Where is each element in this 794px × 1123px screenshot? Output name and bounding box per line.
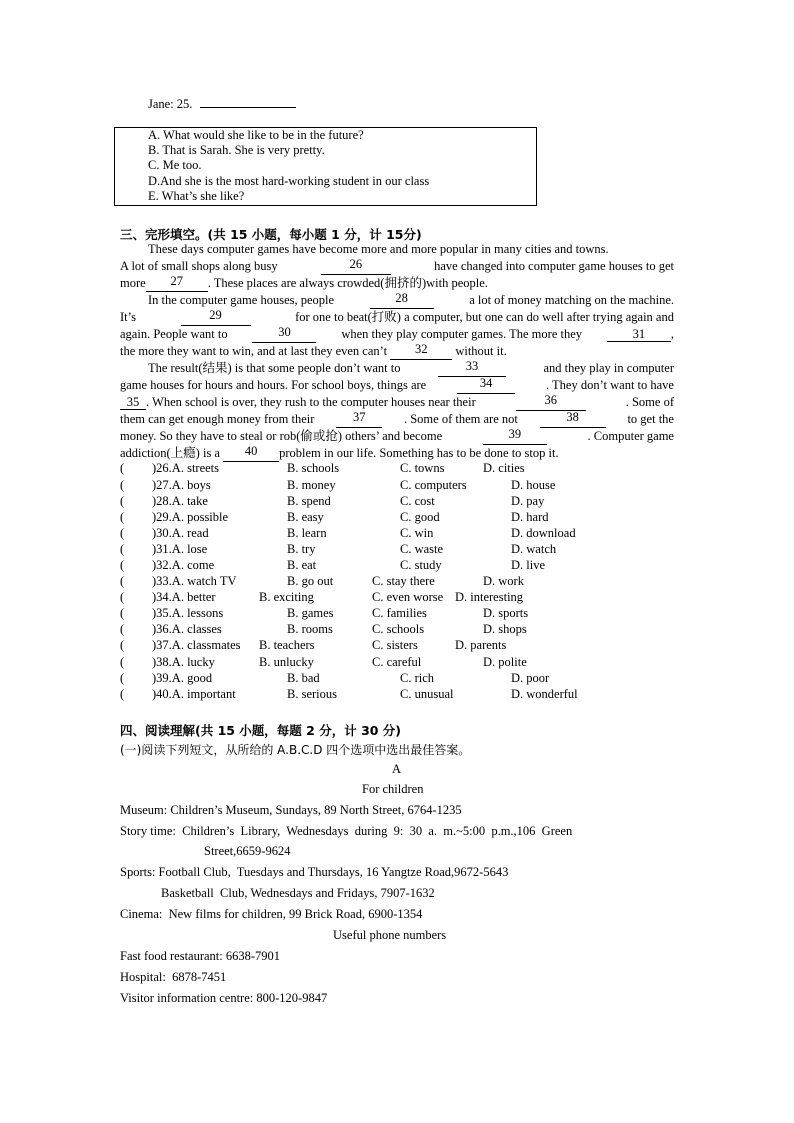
option-d[interactable]: D. watch (511, 542, 557, 556)
option-c[interactable]: C. stay there (372, 574, 435, 588)
passage-line: the more they want to win, and at last they even can’t 32 without it. (120, 342, 507, 358)
box-option-c: C. Me too. (148, 158, 202, 172)
option-c[interactable]: C. rich (400, 671, 435, 685)
question-paren[interactable]: ( (120, 542, 125, 556)
question-text: )39.A. good (152, 671, 213, 685)
option-c[interactable]: C. even worse (372, 590, 444, 604)
passage-line: These days computer games have become more and more popular in many cities and towns. (148, 242, 609, 256)
useful-numbers-title: Useful phone numbers (333, 928, 447, 942)
question-paren[interactable]: ( (120, 638, 125, 652)
blank-32[interactable]: 32 (390, 343, 452, 360)
question-paren[interactable]: ( (120, 478, 125, 492)
blank-38[interactable]: 38 (540, 411, 606, 428)
option-b[interactable]: B. easy (287, 510, 324, 524)
blank-26[interactable]: 26 (321, 258, 391, 275)
info-sports-basketball: Basketball Club, Wednesdays and Fridays, 7907-1632 (161, 886, 435, 900)
option-b[interactable]: B. games (287, 606, 334, 620)
blank-36[interactable]: 36 (516, 394, 586, 411)
option-b[interactable]: B. money (287, 478, 336, 492)
question-text: )26.A. streets (152, 461, 220, 475)
blank-27[interactable]: 27 (146, 275, 208, 292)
option-d[interactable]: D. interesting (455, 590, 524, 604)
info-fast-food: Fast food restaurant: 6638-7901 (120, 949, 281, 963)
option-c[interactable]: C. schools (372, 622, 425, 636)
question-text: )29.A. possible (152, 510, 229, 524)
option-c[interactable]: C. towns (400, 461, 445, 475)
option-b[interactable]: B. unlucky (259, 655, 314, 669)
info-visitor-centre: Visitor information centre: 800-120-9847 (120, 991, 328, 1005)
question-text: )32.A. come (152, 558, 215, 572)
question-text: )28.A. take (152, 494, 208, 508)
blank-39[interactable]: 39 (483, 428, 547, 445)
option-d[interactable]: D. poor (511, 671, 550, 685)
box-option-b: B. That is Sarah. She is very pretty. (148, 143, 325, 157)
option-c[interactable]: C. waste (400, 542, 444, 556)
blank-33[interactable]: 33 (438, 360, 506, 377)
question-paren[interactable]: ( (120, 671, 125, 685)
option-c[interactable]: C. study (400, 558, 442, 572)
question-paren[interactable]: ( (120, 510, 125, 524)
option-d[interactable]: D. download (511, 526, 576, 540)
question-paren[interactable]: ( (120, 655, 125, 669)
question-text: )35.A. lessons (152, 606, 224, 620)
passage-line: more 27 . These places are always crowded(拥挤的)with people. (120, 274, 488, 290)
option-b[interactable]: B. schools (287, 461, 340, 475)
option-b[interactable]: B. try (287, 542, 316, 556)
section4-heading: 四、阅读理解(共 15 小题，每题 2 分，计 30 分) (120, 723, 402, 738)
option-d[interactable]: D. shops (483, 622, 527, 636)
info-hospital: Hospital: 6878-7451 (120, 970, 227, 984)
section3-heading: 三、完形填空。(共 15 小题，每小题 1 分，计 15分) (120, 227, 422, 242)
question-paren[interactable]: ( (120, 590, 125, 604)
option-d[interactable]: D. sports (483, 606, 529, 620)
option-b[interactable]: B. spend (287, 494, 331, 508)
blank-28[interactable]: 28 (370, 292, 434, 309)
question-paren[interactable]: ( (120, 687, 125, 701)
dialogue-options-box (114, 127, 537, 206)
option-b[interactable]: B. rooms (287, 622, 333, 636)
option-d[interactable]: D. house (511, 478, 556, 492)
question-paren[interactable]: ( (120, 461, 125, 475)
option-d[interactable]: D. live (511, 558, 546, 572)
blank-37[interactable]: 37 (336, 411, 382, 428)
passage-line: A lot of small shops along busy 26 have changed into computer game houses to get (120, 257, 674, 273)
info-cinema: Cinema: New films for children, 99 Brick Road, 6900-1354 (120, 907, 423, 921)
passage-line: game houses for hours and hours. For school boys, things are 34 . They don’t want to have (120, 376, 674, 392)
cloze-passage (120, 241, 674, 462)
blank-30[interactable]: 30 (252, 326, 316, 343)
info-museum: Museum: Children’s Museum, Sundays, 89 North Street, 6764-1235 (120, 803, 462, 817)
option-d[interactable]: D. cities (483, 461, 525, 475)
info-sports-football: Sports: Football Club, Tuesdays and Thursdays, 16 Yangtze Road,9672-5643 (120, 865, 509, 879)
passage-line: In the computer game houses, people 28 a lot of money matching on the machine. (148, 291, 674, 307)
passage-label-a: A (392, 762, 402, 776)
blank-35[interactable]: 35 (120, 396, 146, 410)
box-option-a: A. What would she like to be in the future? (148, 128, 364, 142)
box-option-e: E. What’s she like? (148, 189, 245, 203)
option-c[interactable]: C. unusual (400, 687, 454, 701)
option-d[interactable]: D. hard (511, 510, 549, 524)
question-paren[interactable]: ( (120, 622, 125, 636)
blank-31[interactable]: 31 (607, 328, 671, 342)
question-paren[interactable]: ( (120, 574, 125, 588)
question-text: )37.A. classmates (152, 638, 241, 652)
question-paren[interactable]: ( (120, 606, 125, 620)
info-story-time-cont: Street,6659-9624 (204, 844, 291, 858)
question-paren[interactable]: ( (120, 558, 125, 572)
question-text: )33.A. watch TV (152, 574, 237, 588)
question-text: )34.A. better (152, 590, 216, 604)
option-b[interactable]: B. serious (287, 687, 337, 701)
section4-instruction: (一)阅读下列短文，从所给的 A.B.C.D 四个选项中选出最佳答案。 (120, 743, 471, 757)
question-text: )36.A. classes (152, 622, 222, 636)
blank-34[interactable]: 34 (457, 377, 515, 394)
dialogue-speaker: Jane: 25. (148, 97, 193, 111)
passage-line: 35 . When school is over, they rush to the computer houses near their 36 . Some of (120, 394, 674, 411)
question-text: )31.A. lose (152, 542, 208, 556)
option-d[interactable]: D. work (483, 574, 524, 588)
passage-line: them can get enough money from their 37 . Some of them are not 38 to get the (120, 410, 674, 426)
option-c[interactable]: C. computers (400, 478, 467, 492)
option-c[interactable]: C. cost (400, 494, 435, 508)
blank-29[interactable]: 29 (181, 309, 251, 326)
passage-line: addiction(上瘾) is a 40 problem in our life. Something has to be done to stop it. (120, 444, 559, 460)
option-d[interactable]: D. parents (455, 638, 507, 652)
option-c[interactable]: C. careful (372, 655, 422, 669)
option-b[interactable]: B. exciting (259, 590, 314, 604)
passage-line: It’s 29 for one to beat(打败) a computer, but one can do well after trying again and (120, 308, 674, 324)
option-b[interactable]: B. teachers (259, 638, 315, 652)
question-text: )30.A. read (152, 526, 209, 540)
blank-40[interactable]: 40 (223, 445, 279, 462)
info-story-time: Story time: Children’s Library, Wednesdays during 9: 30 a. m.~5:00 p.m.,106 Green (120, 824, 573, 838)
option-d[interactable]: D. wonderful (511, 687, 578, 701)
reading-title: For children (362, 782, 424, 796)
question-paren[interactable]: ( (120, 526, 125, 540)
answer-blank-25[interactable] (200, 107, 296, 108)
question-text: )40.A. important (152, 687, 236, 701)
question-text: )27.A. boys (152, 478, 211, 492)
dialogue-line-jane (148, 97, 296, 112)
passage-line: The result(结果) is that some people don’t want to 33 and they play in computer (148, 359, 674, 375)
question-text: )38.A. lucky (152, 655, 215, 669)
option-d[interactable]: D. polite (483, 655, 527, 669)
passage-line: money. So they have to steal or rob(偷或抢) others’ and become 39 . Computer game (120, 427, 674, 443)
option-b[interactable]: B. bad (287, 671, 320, 685)
option-b[interactable]: B. go out (287, 574, 334, 588)
question-paren[interactable]: ( (120, 494, 125, 508)
option-c[interactable]: C. sisters (372, 638, 418, 652)
passage-line: again. People want to 30 when they play computer games. The more they 31 , (120, 325, 674, 341)
option-c[interactable]: C. good (400, 510, 440, 524)
option-b[interactable]: B. learn (287, 526, 327, 540)
option-b[interactable]: B. eat (287, 558, 317, 572)
option-c[interactable]: C. families (372, 606, 427, 620)
option-d[interactable]: D. pay (511, 494, 545, 508)
box-option-d: D.And she is the most hard-working student in our class (148, 174, 430, 188)
option-c[interactable]: C. win (400, 526, 434, 540)
